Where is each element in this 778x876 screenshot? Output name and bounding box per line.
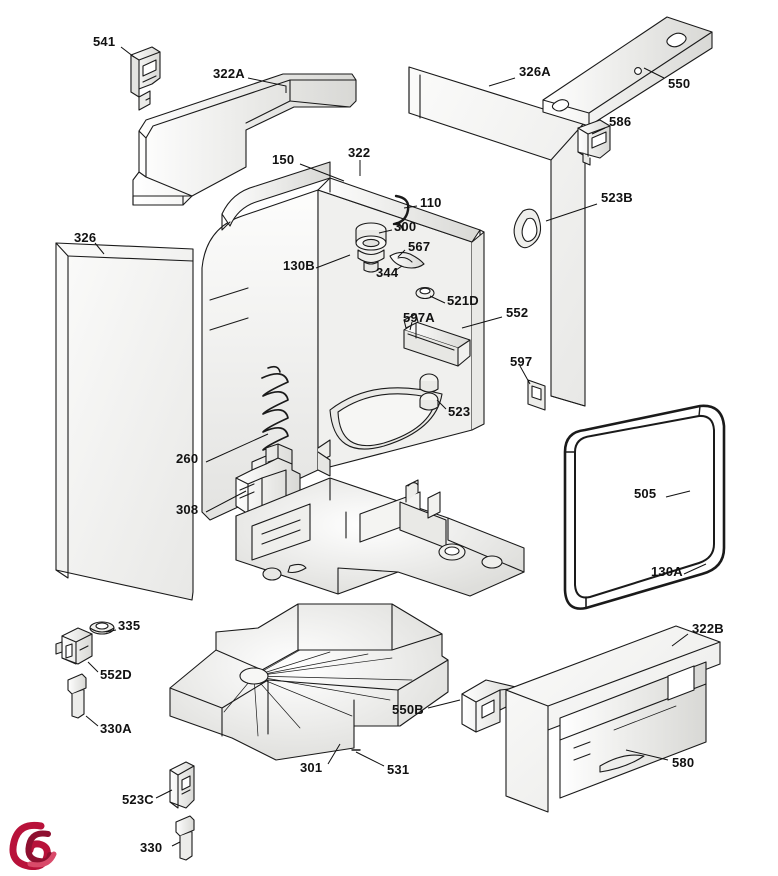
- part-label-523C: 523C: [122, 792, 154, 807]
- part-label-344: 344: [376, 265, 399, 280]
- part-label-150: 150: [272, 152, 295, 167]
- part-label-521D: 521D: [447, 293, 479, 308]
- part-label-586: 586: [609, 114, 632, 129]
- part-label-597: 597: [510, 354, 533, 369]
- part-label-301: 301: [300, 760, 323, 775]
- part-label-322B: 322B: [692, 621, 724, 636]
- part-label-552D: 552D: [100, 667, 132, 682]
- spiral-logo: [8, 820, 60, 870]
- part-label-260: 260: [176, 451, 199, 466]
- part-label-580: 580: [672, 755, 695, 770]
- part-label-550: 550: [668, 76, 691, 91]
- part-label-322A: 322A: [213, 66, 245, 81]
- part-label-130A: 130A: [651, 564, 683, 579]
- part-label-550B: 550B: [392, 702, 424, 717]
- part-label-523B: 523B: [601, 190, 633, 205]
- part-label-326A: 326A: [519, 64, 551, 79]
- part-label-130B: 130B: [283, 258, 315, 273]
- part-label-300: 300: [394, 219, 417, 234]
- part-label-308: 308: [176, 502, 199, 517]
- part-label-505: 505: [634, 486, 657, 501]
- part-label-523: 523: [448, 404, 471, 419]
- part-label-110: 110: [420, 195, 442, 210]
- part-label-335: 335: [118, 618, 141, 633]
- part-label-567: 567: [408, 239, 431, 254]
- part-label-322: 322: [348, 145, 371, 160]
- part-label-541: 541: [93, 34, 116, 49]
- part-label-531: 531: [387, 762, 410, 777]
- part-label-597A: 597A: [403, 310, 435, 325]
- part-label-330A: 330A: [100, 721, 132, 736]
- part-label-326: 326: [74, 230, 97, 245]
- part-label-330: 330: [140, 840, 163, 855]
- part-label-552: 552: [506, 305, 529, 320]
